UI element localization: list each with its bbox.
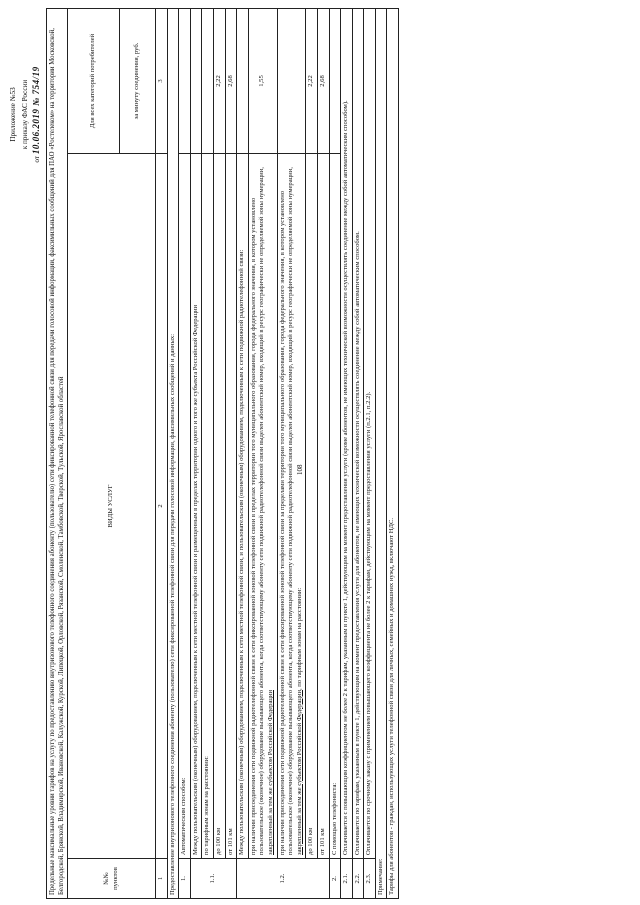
row-1-2-value [237, 9, 249, 154]
row-1-number: 1. [179, 859, 191, 899]
row-1-2-number: 1.2. [237, 859, 329, 899]
row-1-1-number: 1.1. [190, 859, 236, 899]
appendix-number: Приложение №53 [9, 87, 17, 142]
row-1-2-other-territory-text: при наличии присоединения сети подвижной радиотелефонной связи к сети фиксированной зоновой телефонной связи за пределами территории того муниципального образования, города федерального значения, в котором установлено пользовательское (оконечное) оборудование вызывающего абонента, когда соответствующему абоненту сети подвижной радиотелефонной связи выделен абонентский номер, входящий в ресурс географически не определяемой зоны нумерации, [278, 167, 295, 855]
header-col-number: №№ пунктов [68, 859, 156, 899]
appendix-date-value: 10.06.2019 № 754/19 [31, 66, 41, 155]
row-1-2-same-territory-underlined: закрепленный за тем же субъектом Российской Федерации [266, 690, 274, 855]
header-num-1: 1 [156, 859, 168, 899]
header-num-3: 3 [156, 9, 168, 154]
row-1-2-text: Между пользовательским (оконечным) оборудованием, подключенным к сети местной телефонной связи, и пользовательским (оконечным) оборудованием, подключенным к сети подвижной радиотелефонной связи: [237, 154, 249, 859]
row-1-2-same-territory-text: при наличии присоединения сети подвижной радиотелефонной связи к сети фиксированной зоновой телефонной связи в пределах территории того муниципального образования, города федерального значения, в котором установлено пользовательское (оконечное) оборудование вызывающего абонента, когда соответствующему абоненту сети подвижной радиотелефонной связи выделен абонентский номер, входящий в ресурс географически не определяемой зоны нумерации, [249, 167, 266, 855]
row-1-1-zones: по тарифным зонам на расстоянии: [202, 154, 214, 859]
note-label: Примечание: [375, 9, 387, 899]
row-1-value [179, 9, 191, 154]
row-2-1-number: 2.1. [341, 859, 353, 899]
row-1-2-from-101-value: 2,68 [317, 9, 329, 154]
header-col-services: ВИДЫ УСЛУГ [68, 154, 156, 859]
row-2-2-number: 2.2. [352, 859, 364, 899]
row-1-2-up-to-100: до 100 км [306, 154, 318, 859]
row-1-text: Автоматическим способом: [179, 154, 191, 859]
appendix-date-prefix: от [33, 155, 41, 163]
row-1-1-from-101: от 101 км [225, 154, 237, 859]
tariff-table [46, 8, 399, 899]
row-1-1-up-to-100: до 100 км [213, 154, 225, 859]
row-1-2-same-territory [248, 154, 277, 859]
row-1-1-from-101-value: 2,68 [225, 9, 237, 154]
row-1-2-up-to-100-value: 2,22 [306, 9, 318, 154]
row-1-2-other-territory-underlined: закрепленный за тем же субъектом Российской Федерации [295, 690, 303, 855]
row-1-1-text: Между пользовательским (оконечным) оборудованием, подключенным к сети местной телефонной связи и размещенным в пределах территории одного и того же субъекта Российской Федерации [190, 154, 202, 859]
appendix-order: к приказу ФАС России [20, 79, 29, 150]
row-1-2-from-101: от 101 км [317, 154, 329, 859]
row-2-3-text: Оплачивается по срочному заказу с применением повышающего коэффициента не более 2 к тарифам, действующим на момент предоставления услуги (п.2.1, п.2.2). [364, 9, 376, 859]
header-num-2: 2 [156, 154, 168, 859]
note-text: Тарифы для абонентов - граждан, использующих услуги телефонной связи для личных, семейных и домашних нужд, включают НДС. [387, 9, 399, 899]
header-col-per-minute: за минуту соединения, руб. [120, 9, 156, 154]
row-2-1-text: Оплачивается с повышающим коэффициентом не более 2 к тарифам, указанным в пункте 1, действующим на момент предоставления услуги (кроме абонентов, не имеющих технической возможности осуществлять соединение между собой автоматическим способом). [341, 9, 353, 859]
row-1-1-value [190, 9, 202, 154]
row-2-value [329, 9, 341, 154]
row-2-number: 2. [329, 859, 341, 899]
appendix-block [8, 12, 44, 217]
appendix-date-line [31, 12, 44, 217]
page-number: 108 [296, 464, 304, 475]
row-1-1-zones-value [202, 9, 214, 154]
row-2-2-text: Оплачивается по тарифам, указанным в пункте 1, действующим на момент предоставления услуги для абонентов, не имеющих технической возможности осуществлять соединение между собой автоматическим способом. [352, 9, 364, 859]
row-1-2-other-territory-value [277, 9, 306, 154]
header-col-all-categories: Для всех категорий потребителей [68, 9, 120, 154]
row-1-2-other-territory-tail: , по тарифным зонам на расстоянии: [295, 587, 303, 691]
tariff-intro: Предельные максимальные уровни тарифов на услугу по предоставлению внутризонового телефонного соединения абоненту (пользователю) сети фиксированной телефонной связи для передачи голосовой информации, факсимильных сообщений для ПАО «Ростелеком» на территории Московской, Белгородской, Брянской, Владимирской, Ивановской, Калужской, Курской, Липецкой, Орловской, Рязанской, Смоленской, Тамбовской, Тверской, Тульской, Ярославской областей [47, 9, 68, 899]
row-2-text: С помощью телефониста: [329, 154, 341, 859]
section-title: Предоставление внутризонового телефонного соединения абоненту (пользователю) сети фиксированной телефонной связи для передачи голосовой информации, факсимильных сообщений и данных: [167, 9, 179, 899]
row-1-2-other-territory [277, 154, 306, 859]
row-2-3-number: 2.3. [364, 859, 376, 899]
row-1-2-same-territory-value: 1,55 [248, 9, 277, 154]
row-1-1-up-to-100-value: 2,22 [213, 9, 225, 154]
